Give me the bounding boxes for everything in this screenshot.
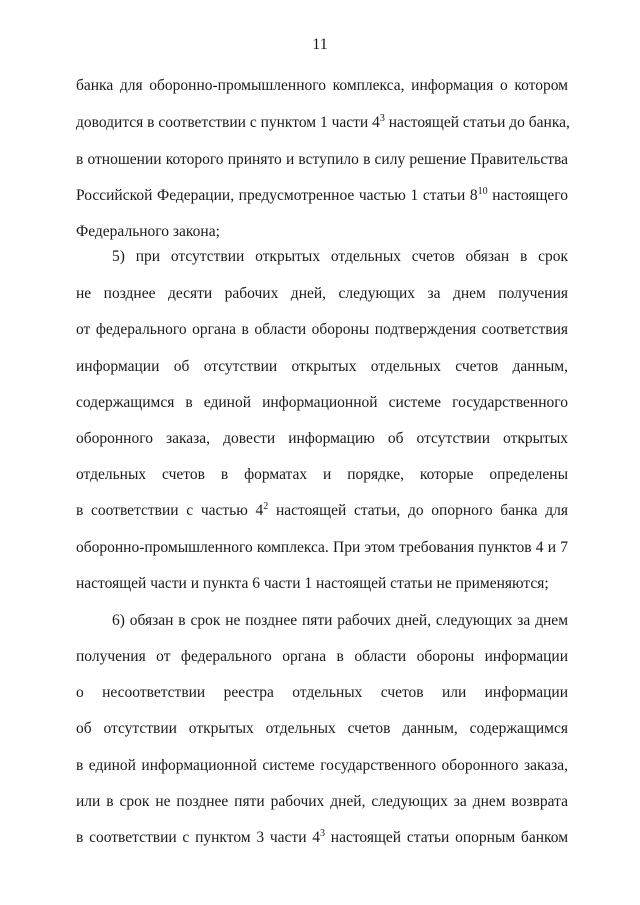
text-line: оборонно-промышленного комплекса. При этом требования пунктов 4 и 7 (76, 539, 568, 556)
text-line: получения от федерального органа в области обороны информации (76, 648, 568, 665)
superscript: 10 (477, 186, 488, 197)
text-line: 6) обязан в срок не позднее пяти рабочих дней, следующих за днем (112, 612, 568, 629)
text-line: банка для оборонно-промышленного комплекса, информация о котором (76, 77, 568, 94)
page-number: 11 (312, 36, 328, 53)
text-line: в соответствии с частью $4^2$ настоящей статьи, до опорного банка для (76, 501, 568, 519)
text-line: доводится в соответствии с пунктом 1 части $4^3$ настоящей статьи до банка, (76, 113, 570, 131)
superscript: 2 (263, 501, 269, 512)
text-line: не позднее десяти рабочих дней, следующих за днем получения (76, 285, 568, 302)
text-line: настоящей части и пункта 6 части 1 настоящей статьи не применяются; (76, 575, 549, 592)
superscript: 3 (379, 113, 385, 124)
text-line: Федерального закона; (76, 223, 220, 240)
text-line: о несоответствии реестра отдельных счетов или информации (76, 684, 568, 701)
text-line: от федерального органа в области обороны подтверждения соответствия (76, 321, 568, 338)
text-line: оборонного заказа, довести информацию об отсутствии открытых (76, 430, 568, 447)
text-line: Российской Федерации, предусмотренное частью 1 статьи $8^{10}$ настоящего (76, 186, 568, 204)
text-line: содержащимся в единой информационной системе государственного (76, 394, 568, 411)
text-line: об отсутствии открытых отдельных счетов данным, содержащимся (76, 720, 568, 737)
text-line: отдельных счетов в форматах и порядке, которые определены (76, 466, 568, 483)
text-line: в отношении которого принято и вступило в силу решение Правительства (76, 151, 568, 168)
superscript: 3 (320, 828, 326, 839)
text-line: информации об отсутствии открытых отдельных счетов данным, (76, 358, 568, 375)
text-line: или в срок не позднее пяти рабочих дней, следующих за днем возврата (76, 793, 568, 810)
text-line: в соответствии с пунктом 3 части $4^3$ настоящей статьи опорным банком (76, 828, 568, 846)
text-line: 5) при отсутствии открытых отдельных счетов обязан в срок (112, 248, 568, 265)
text-line: в единой информационной системе государственного оборонного заказа, (76, 757, 568, 774)
